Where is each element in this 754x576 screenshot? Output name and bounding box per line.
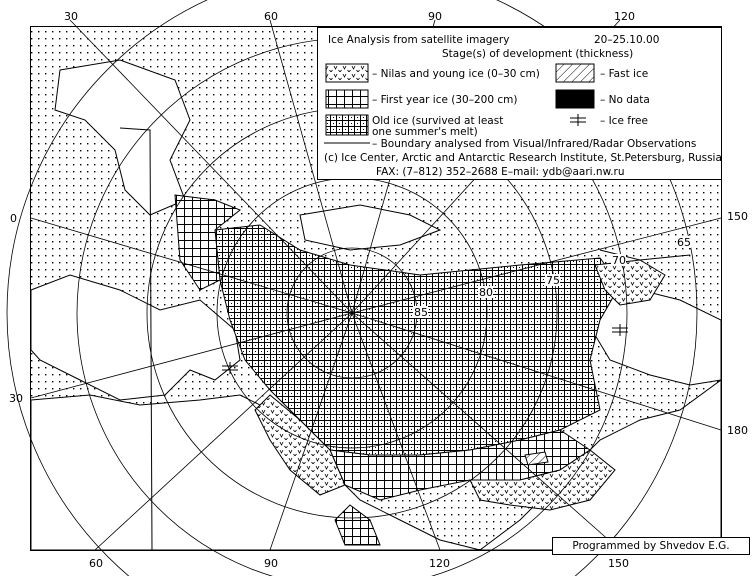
legend-title: Ice Analysis from satellite imagery [328,34,510,46]
legend-boundary-label: – Boundary analysed from Visual/Infrared/Radar Observations [372,138,697,150]
credit-box: Programmed by Shvedov E.G. [552,537,750,555]
legend-date-range: 20–25.10.00 [594,34,660,46]
legend-box [318,28,722,180]
legend-contact: FAX: (7–812) 352–2688 E–mail: ydb@aari.nw.ru [376,166,625,178]
lon-top-90: 90 [428,10,442,23]
legend-no-data-label: – No data [600,94,650,106]
lon-top-60: 60 [264,10,278,23]
lon-top-120: 120 [614,10,635,23]
lon-left-30: 30 [9,392,23,405]
fast-ice-swatch [556,64,594,82]
lat-label-80: 80 [479,286,493,299]
lat-label-85: 85 [414,306,428,319]
first-year-swatch [326,90,368,108]
lon-bottom-60: 60 [89,557,103,570]
legend-subtitle: Stage(s) of development (thickness) [442,48,634,60]
legend-fast-ice-label: – Fast ice [600,68,649,80]
lon-bottom-120: 120 [429,557,450,570]
lat-label-65: 65 [677,236,691,249]
legend-nilas-label: – Nilas and young ice (0–30 cm) [372,68,540,80]
lon-left-0: 0 [10,212,17,225]
no-data-swatch [556,90,594,108]
lon-top-30: 30 [64,10,78,23]
lon-right-180: 180 [727,424,748,437]
lon-bottom-90: 90 [264,557,278,570]
lat-label-75: 75 [546,274,560,287]
legend-old-ice-label-1: Old ice (survived at least [372,115,504,127]
lat-label-70: 70 [612,254,626,267]
nilas-swatch [326,64,368,82]
legend-old-ice-label-2: one summer's melt) [372,126,478,138]
lon-right-150: 150 [727,210,748,223]
legend-first-year-label: – First year ice (30–200 cm) [372,94,518,106]
legend-copyright: (c) Ice Center, Arctic and Antarctic Research Institute, St.Petersburg, Russia [324,152,722,164]
legend-ice-free-label: – Ice free [600,115,648,127]
lon-bottom-150: 150 [608,557,629,570]
old-ice-swatch [326,115,368,135]
